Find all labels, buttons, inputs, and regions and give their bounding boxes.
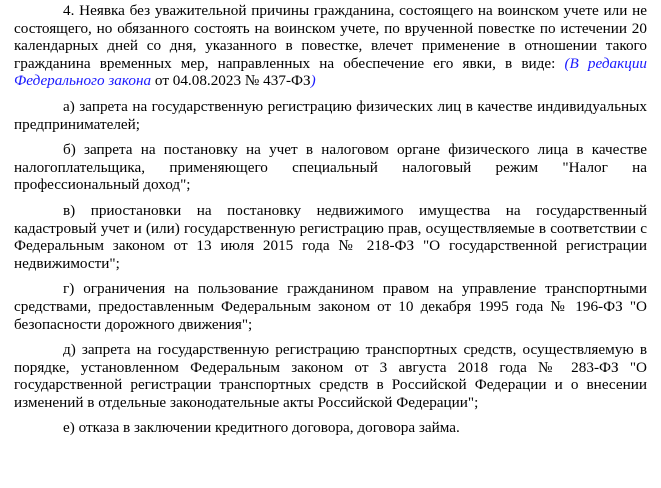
list-item-a: а) запрета на государственную регистрацию физических лиц в качестве индивидуальных предпринимателей; [14,97,647,133]
paragraph-4-text: 4. Неявка без уважительной причины гражданина, состоящего на воинском учете или не состоящего, но обязанного состоять на воинском учете, по врученной повестке по истечении 20 календарных дней со дня, указанного в повестке, влечет применение в отношении такого гражданина временных мер, направленных на обеспечение его явки, в виде: [14,2,647,72]
list-item-e: е) отказа в заключении кредитного договора, договора займа. [63,419,460,437]
list-item-v: в) приостановки на постановку недвижимого имущества на государственный кадастровый учет и (или) государственную регистрацию прав, осуществляемые в соответствии с Федеральным законом от 13 июля 2015 года № 218-ФЗ "О государственной регистрации недвижимости"; [14,201,647,272]
amendment-reference: от 04.08.2023 № 437-ФЗ [151,72,311,90]
paragraph-4 [14,2,647,90]
list-item-g: г) ограничения на пользование гражданином правом на управление транспортными средствами, предоставленным Федеральным законом от 10 декабря 1995 года № 196-ФЗ "О безопасности дорожного движения"; [14,280,647,333]
amendment-close-paren: ) [310,72,316,90]
amendment-link[interactable]: (В редакции Федерального закона [14,54,648,90]
list-item-d: д) запрета на государственную регистрацию транспортных средств, осуществляемую в порядке, установленном Федеральным законом от 3 августа 2018 года № 283-ФЗ "О государственной регистрации транспортных средств в Российской Федерации и о внесении изменений в отдельные законодательные акты Российской Федерации"; [14,341,647,411]
list-item-b: б) запрета на постановку на учет в налоговом органе физического лица в качестве налогоплательщика, применяющего специальный налоговый режим "Налог на профессиональный доход"; [14,141,647,194]
